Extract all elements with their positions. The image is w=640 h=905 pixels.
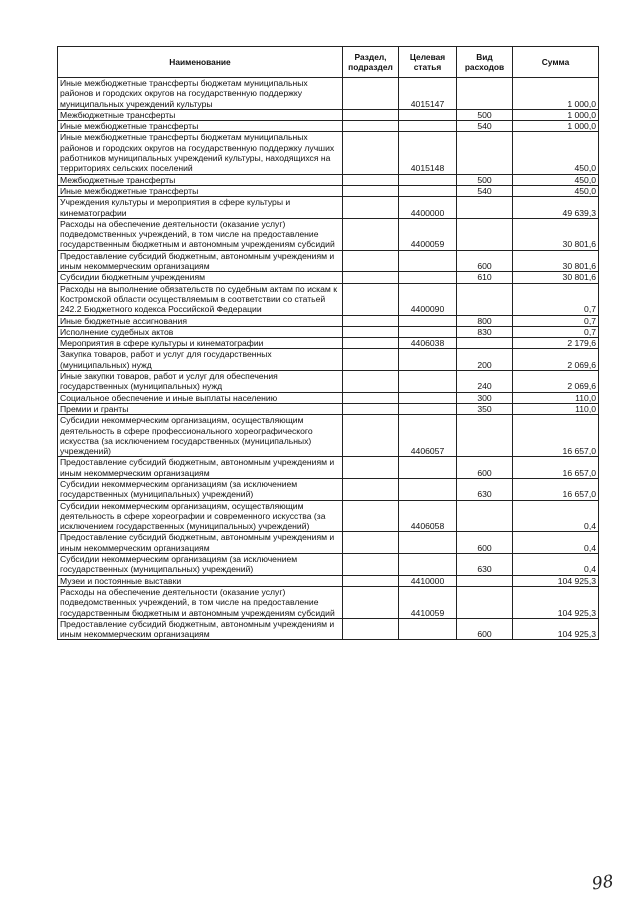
cell-kind bbox=[457, 78, 513, 110]
cell-kind: 200 bbox=[457, 349, 513, 371]
cell-name: Исполнение судебных актов bbox=[58, 326, 343, 337]
cell-name: Субсидии некоммерческим организациям, осуществляющим деятельность в сфере профессионального хореографического искусства (за исключением государственных (муниципальных) учреждений) bbox=[58, 415, 343, 457]
cell-name: Закупка товаров, работ и услуг для государственных (муниципальных) нужд bbox=[58, 349, 343, 371]
cell-section bbox=[343, 197, 399, 219]
cell-section bbox=[343, 554, 399, 576]
table-row bbox=[58, 403, 599, 414]
cell-name: Субсидии бюджетным учреждениям bbox=[58, 272, 343, 283]
cell-kind: 630 bbox=[457, 478, 513, 500]
header-section: Раздел, подраздел bbox=[343, 47, 399, 78]
cell-section bbox=[343, 586, 399, 618]
cell-target bbox=[399, 349, 457, 371]
cell-section bbox=[343, 283, 399, 315]
cell-target bbox=[399, 457, 457, 479]
cell-kind bbox=[457, 218, 513, 250]
cell-section bbox=[343, 532, 399, 554]
cell-name: Иные межбюджетные трансферты бюджетам муниципальных районов и городских округов на государственную поддержку муниципальных учреждений культуры bbox=[58, 78, 343, 110]
cell-target: 4400000 bbox=[399, 197, 457, 219]
cell-target: 4400090 bbox=[399, 283, 457, 315]
cell-kind: 610 bbox=[457, 272, 513, 283]
cell-sum: 0,7 bbox=[513, 315, 599, 326]
cell-name: Мероприятия в сфере культуры и кинематографии bbox=[58, 338, 343, 349]
cell-name: Расходы на обеспечение деятельности (оказание услуг) подведомственных учреждений, в том числе на предоставление государственным бюджетным и автономным учреждениям субсидий bbox=[58, 586, 343, 618]
cell-kind: 830 bbox=[457, 326, 513, 337]
cell-section bbox=[343, 415, 399, 457]
cell-section bbox=[343, 338, 399, 349]
cell-target bbox=[399, 272, 457, 283]
cell-target: 4015148 bbox=[399, 132, 457, 174]
cell-section bbox=[343, 349, 399, 371]
table-body bbox=[58, 78, 599, 640]
cell-kind bbox=[457, 132, 513, 174]
cell-section bbox=[343, 78, 399, 110]
cell-name: Премии и гранты bbox=[58, 403, 343, 414]
cell-kind: 540 bbox=[457, 121, 513, 132]
table-row bbox=[58, 283, 599, 315]
cell-kind: 240 bbox=[457, 371, 513, 393]
cell-target bbox=[399, 250, 457, 272]
cell-target: 4410059 bbox=[399, 586, 457, 618]
cell-section bbox=[343, 185, 399, 196]
cell-name: Иные межбюджетные трансферты bbox=[58, 185, 343, 196]
cell-sum: 1 000,0 bbox=[513, 109, 599, 120]
cell-section bbox=[343, 371, 399, 393]
cell-target bbox=[399, 326, 457, 337]
table-row bbox=[58, 272, 599, 283]
table-row bbox=[58, 132, 599, 174]
cell-kind: 540 bbox=[457, 185, 513, 196]
cell-target bbox=[399, 121, 457, 132]
cell-kind: 600 bbox=[457, 532, 513, 554]
cell-section bbox=[343, 326, 399, 337]
cell-section bbox=[343, 121, 399, 132]
table-row bbox=[58, 315, 599, 326]
header-kind: Вид расходов bbox=[457, 47, 513, 78]
cell-kind: 350 bbox=[457, 403, 513, 414]
cell-sum: 30 801,6 bbox=[513, 218, 599, 250]
header-target: Целевая статья bbox=[399, 47, 457, 78]
cell-name: Иные бюджетные ассигнования bbox=[58, 315, 343, 326]
table-row bbox=[58, 349, 599, 371]
cell-sum: 450,0 bbox=[513, 174, 599, 185]
cell-kind: 500 bbox=[457, 109, 513, 120]
cell-kind bbox=[457, 500, 513, 532]
table-row bbox=[58, 618, 599, 640]
table-row bbox=[58, 326, 599, 337]
cell-target bbox=[399, 532, 457, 554]
cell-target: 4410000 bbox=[399, 575, 457, 586]
cell-sum: 2 069,6 bbox=[513, 349, 599, 371]
header-name: Наименование bbox=[58, 47, 343, 78]
cell-target: 4400059 bbox=[399, 218, 457, 250]
cell-section bbox=[343, 403, 399, 414]
cell-kind bbox=[457, 586, 513, 618]
cell-section bbox=[343, 392, 399, 403]
cell-kind: 800 bbox=[457, 315, 513, 326]
cell-target bbox=[399, 403, 457, 414]
cell-target bbox=[399, 174, 457, 185]
page-number: 98 bbox=[590, 871, 615, 895]
cell-sum: 1 000,0 bbox=[513, 121, 599, 132]
cell-kind bbox=[457, 338, 513, 349]
cell-sum: 2 179,6 bbox=[513, 338, 599, 349]
cell-sum: 16 657,0 bbox=[513, 457, 599, 479]
cell-name: Предоставление субсидий бюджетным, автономным учреждениям и иным некоммерческим организациям bbox=[58, 532, 343, 554]
cell-sum: 0,7 bbox=[513, 326, 599, 337]
cell-name: Субсидии некоммерческим организациям (за исключением государственных (муниципальных) учреждений) bbox=[58, 554, 343, 576]
cell-target bbox=[399, 185, 457, 196]
cell-sum: 450,0 bbox=[513, 132, 599, 174]
cell-name: Расходы на обеспечение деятельности (оказание услуг) подведомственных учреждений, в том числе на предоставление государственным бюджетным и автономным учреждениям субсидий bbox=[58, 218, 343, 250]
cell-section bbox=[343, 272, 399, 283]
cell-sum: 0,7 bbox=[513, 283, 599, 315]
table-header-row bbox=[58, 47, 599, 78]
cell-target bbox=[399, 554, 457, 576]
cell-name: Предоставление субсидий бюджетным, автономным учреждениям и иным некоммерческим организациям bbox=[58, 618, 343, 640]
cell-sum: 16 657,0 bbox=[513, 478, 599, 500]
cell-section bbox=[343, 132, 399, 174]
table-row bbox=[58, 174, 599, 185]
cell-section bbox=[343, 575, 399, 586]
cell-section bbox=[343, 109, 399, 120]
table-row bbox=[58, 109, 599, 120]
table-row bbox=[58, 478, 599, 500]
cell-sum: 30 801,6 bbox=[513, 250, 599, 272]
budget-table-sheet bbox=[57, 46, 598, 640]
table-row bbox=[58, 218, 599, 250]
cell-sum: 0,4 bbox=[513, 554, 599, 576]
cell-name: Межбюджетные трансферты bbox=[58, 109, 343, 120]
table-row bbox=[58, 586, 599, 618]
cell-section bbox=[343, 315, 399, 326]
cell-target bbox=[399, 478, 457, 500]
cell-section bbox=[343, 457, 399, 479]
cell-target: 4406058 bbox=[399, 500, 457, 532]
cell-sum: 0,4 bbox=[513, 500, 599, 532]
cell-sum: 104 925,3 bbox=[513, 586, 599, 618]
cell-sum: 450,0 bbox=[513, 185, 599, 196]
cell-name: Предоставление субсидий бюджетным, автономным учреждениям и иным некоммерческим организациям bbox=[58, 457, 343, 479]
cell-target bbox=[399, 371, 457, 393]
table-row bbox=[58, 78, 599, 110]
cell-sum: 0,4 bbox=[513, 532, 599, 554]
cell-kind bbox=[457, 283, 513, 315]
cell-sum: 110,0 bbox=[513, 403, 599, 414]
table-row bbox=[58, 457, 599, 479]
cell-section bbox=[343, 250, 399, 272]
cell-kind: 500 bbox=[457, 174, 513, 185]
cell-target: 4015147 bbox=[399, 78, 457, 110]
cell-target bbox=[399, 618, 457, 640]
cell-section bbox=[343, 174, 399, 185]
cell-name: Иные межбюджетные трансферты бюджетам муниципальных районов и городских округов на государственную поддержку лучших работников муниципальных учреждений культуры, находящихся на территориях сельских поселений bbox=[58, 132, 343, 174]
cell-target bbox=[399, 109, 457, 120]
table-row bbox=[58, 392, 599, 403]
table-row bbox=[58, 338, 599, 349]
cell-name: Учреждения культуры и мероприятия в сфере культуры и кинематографии bbox=[58, 197, 343, 219]
table-row bbox=[58, 575, 599, 586]
cell-target bbox=[399, 392, 457, 403]
table-row bbox=[58, 554, 599, 576]
cell-name: Расходы на выполнение обязательств по судебным актам по искам к Костромской области осуществляемым в соответствии со статьей 242.2 Бюджетного кодекса Российской Федерации bbox=[58, 283, 343, 315]
cell-name: Музеи и постоянные выставки bbox=[58, 575, 343, 586]
cell-name: Социальное обеспечение и иные выплаты населению bbox=[58, 392, 343, 403]
table-row bbox=[58, 500, 599, 532]
cell-section bbox=[343, 218, 399, 250]
cell-name: Субсидии некоммерческим организациям (за исключением государственных (муниципальных) учреждений) bbox=[58, 478, 343, 500]
cell-target bbox=[399, 315, 457, 326]
cell-kind bbox=[457, 197, 513, 219]
cell-kind: 630 bbox=[457, 554, 513, 576]
cell-kind: 600 bbox=[457, 457, 513, 479]
cell-sum: 1 000,0 bbox=[513, 78, 599, 110]
cell-sum: 104 925,3 bbox=[513, 575, 599, 586]
cell-kind: 300 bbox=[457, 392, 513, 403]
table-row bbox=[58, 415, 599, 457]
cell-kind: 600 bbox=[457, 250, 513, 272]
cell-sum: 30 801,6 bbox=[513, 272, 599, 283]
cell-sum: 2 069,6 bbox=[513, 371, 599, 393]
cell-name: Субсидии некоммерческим организациям, осуществляющим деятельность в сфере хореографии и современного искусства (за исключением государственных (муниципальных) учреждений) bbox=[58, 500, 343, 532]
cell-name: Межбюджетные трансферты bbox=[58, 174, 343, 185]
table-row bbox=[58, 121, 599, 132]
budget-table bbox=[57, 46, 599, 640]
cell-kind bbox=[457, 575, 513, 586]
table-row bbox=[58, 185, 599, 196]
cell-target: 4406038 bbox=[399, 338, 457, 349]
cell-kind bbox=[457, 415, 513, 457]
cell-section bbox=[343, 478, 399, 500]
table-row bbox=[58, 250, 599, 272]
cell-name: Иные закупки товаров, работ и услуг для обеспечения государственных (муниципальных) нужд bbox=[58, 371, 343, 393]
cell-target: 4406057 bbox=[399, 415, 457, 457]
cell-name: Иные межбюджетные трансферты bbox=[58, 121, 343, 132]
table-row bbox=[58, 532, 599, 554]
header-sum: Сумма bbox=[513, 47, 599, 78]
cell-section bbox=[343, 618, 399, 640]
cell-sum: 16 657,0 bbox=[513, 415, 599, 457]
cell-section bbox=[343, 500, 399, 532]
cell-name: Предоставление субсидий бюджетным, автономным учреждениям и иным некоммерческим организациям bbox=[58, 250, 343, 272]
table-row bbox=[58, 197, 599, 219]
cell-sum: 104 925,3 bbox=[513, 618, 599, 640]
cell-kind: 600 bbox=[457, 618, 513, 640]
table-row bbox=[58, 371, 599, 393]
cell-sum: 110,0 bbox=[513, 392, 599, 403]
cell-sum: 49 639,3 bbox=[513, 197, 599, 219]
